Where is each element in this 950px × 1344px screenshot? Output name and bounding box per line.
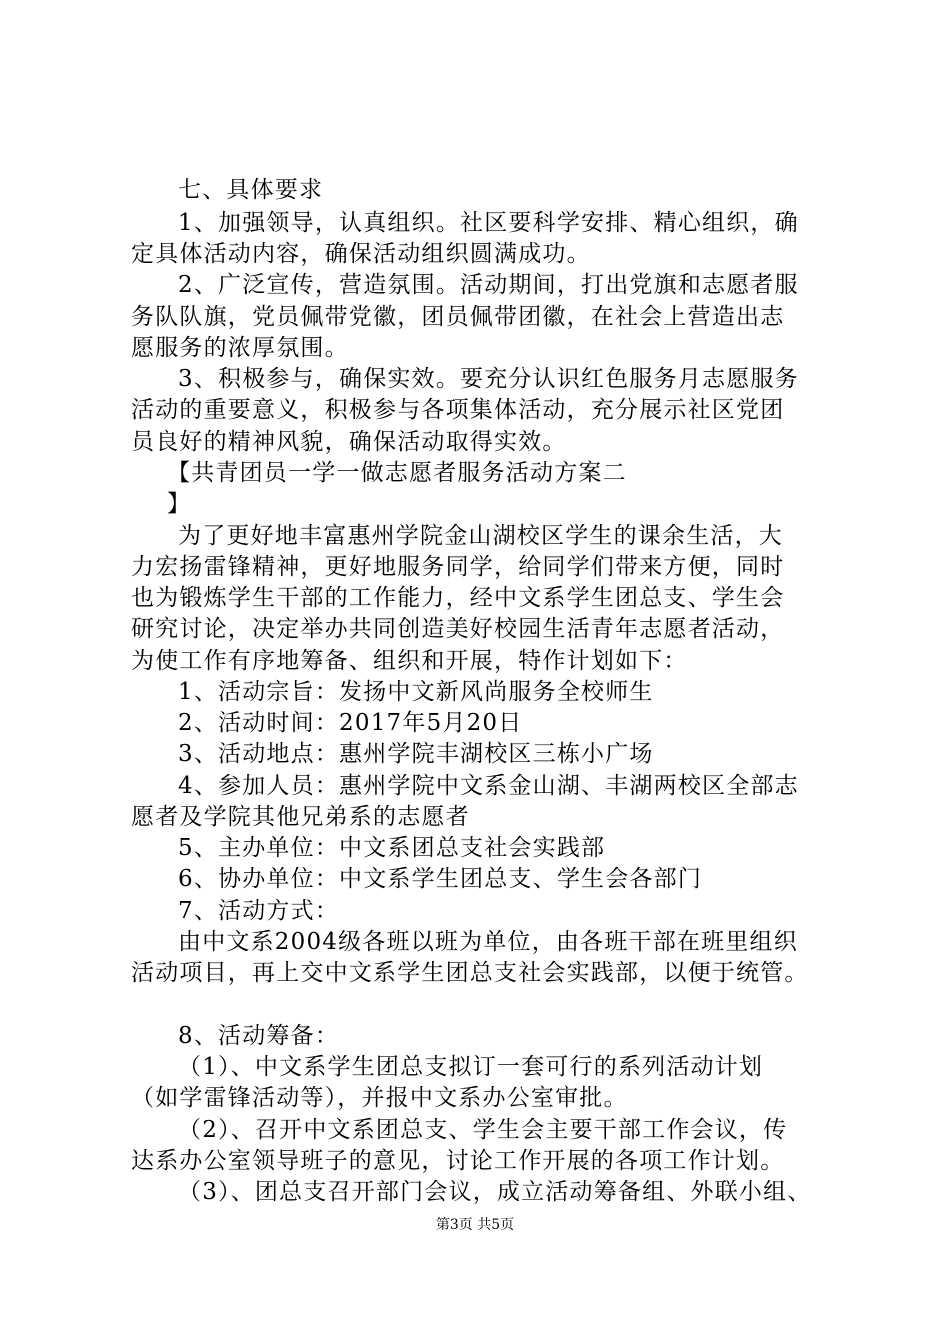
paragraph-line: 由中文系2004级各班以班为单位，由各班干部在班里组织 bbox=[178, 929, 798, 955]
list-item: 2、活动时间：2017年5月20日 bbox=[178, 710, 523, 736]
paragraph-line: 活动项目，再上交中文系学生团总支社会实践部，以便于统管。 bbox=[131, 960, 809, 986]
paragraph-line: 达系办公室领导班子的意见，讨论工作开展的各项工作计划。 bbox=[131, 1148, 785, 1174]
plan-title-line: 【共青团员一学一做志愿者服务活动方案二 bbox=[167, 460, 627, 486]
paragraph-line: 愿服务的浓厚氛围。 bbox=[131, 335, 349, 361]
paragraph-line: 也为锻炼学生干部的工作能力，经中文系学生团总支、学生会 bbox=[131, 585, 785, 611]
list-item: 6、协办单位：中文系学生团总支、学生会各部门 bbox=[178, 866, 703, 892]
list-item: 4、参加人员：惠州学院中文系金山湖、丰湖两校区全部志 bbox=[178, 773, 799, 799]
paragraph-line: （1）、中文系学生团总支拟订一套可行的系列活动计划 bbox=[178, 1054, 764, 1080]
paragraph-line: （3）、团总支召开部门会议，成立活动筹备组、外联小组、 bbox=[178, 1179, 812, 1205]
paragraph-line: （2）、召开中文系团总支、学生会主要干部工作会议，传 bbox=[178, 1117, 788, 1143]
paragraph-line: 3、积极参与，确保实效。要充分认识红色服务月志愿服务 bbox=[178, 366, 799, 392]
plan-title-line: 】 bbox=[167, 491, 192, 517]
section-heading: 七、具体要求 bbox=[178, 177, 324, 203]
list-item: 5、主办单位：中文系团总支社会实践部 bbox=[178, 835, 606, 861]
paragraph-line: 为使工作有序地筹备、组织和开展，特作计划如下： bbox=[131, 648, 688, 674]
paragraph-line: 力宏扬雷锋精神，更好地服务同学，给同学们带来方便，同时 bbox=[131, 554, 785, 580]
list-item: 3、活动地点：惠州学院丰湖校区三栋小广场 bbox=[178, 741, 654, 767]
list-item: 8、活动筹备： bbox=[178, 1023, 340, 1049]
paragraph-line: 为了更好地丰富惠州学院金山湖校区学生的课余生活，大 bbox=[178, 523, 783, 549]
paragraph-line: 研究讨论，决定举办共同创造美好校园生活青年志愿者活动， bbox=[131, 616, 785, 642]
paragraph-line: 2、广泛宣传，营造氛围。活动期间，打出党旗和志愿者服 bbox=[178, 272, 799, 298]
paragraph-line: 1、加强领导，认真组织。社区要科学安排、精心组织，确 bbox=[178, 210, 799, 236]
paragraph-line: 定具体活动内容，确保活动组织圆满成功。 bbox=[131, 241, 591, 267]
paragraph-line: 活动的重要意义，积极参与各项集体活动，充分展示社区党团 bbox=[131, 397, 785, 423]
paragraph-line: 务队队旗，党员佩带党徽，团员佩带团徽，在社会上营造出志 bbox=[131, 304, 785, 330]
list-item: 1、活动宗旨：发扬中文新风尚服务全校师生 bbox=[178, 679, 654, 705]
page-number: 第3页 共5页 bbox=[435, 1217, 515, 1233]
paragraph-line: （如学雷锋活动等），并报中文系办公室审批。 bbox=[131, 1085, 628, 1111]
list-item: 7、活动方式： bbox=[178, 898, 340, 924]
paragraph-line: 员良好的精神风貌，确保活动取得实效。 bbox=[131, 429, 567, 455]
list-item: 愿者及学院其他兄弟系的志愿者 bbox=[131, 804, 470, 830]
